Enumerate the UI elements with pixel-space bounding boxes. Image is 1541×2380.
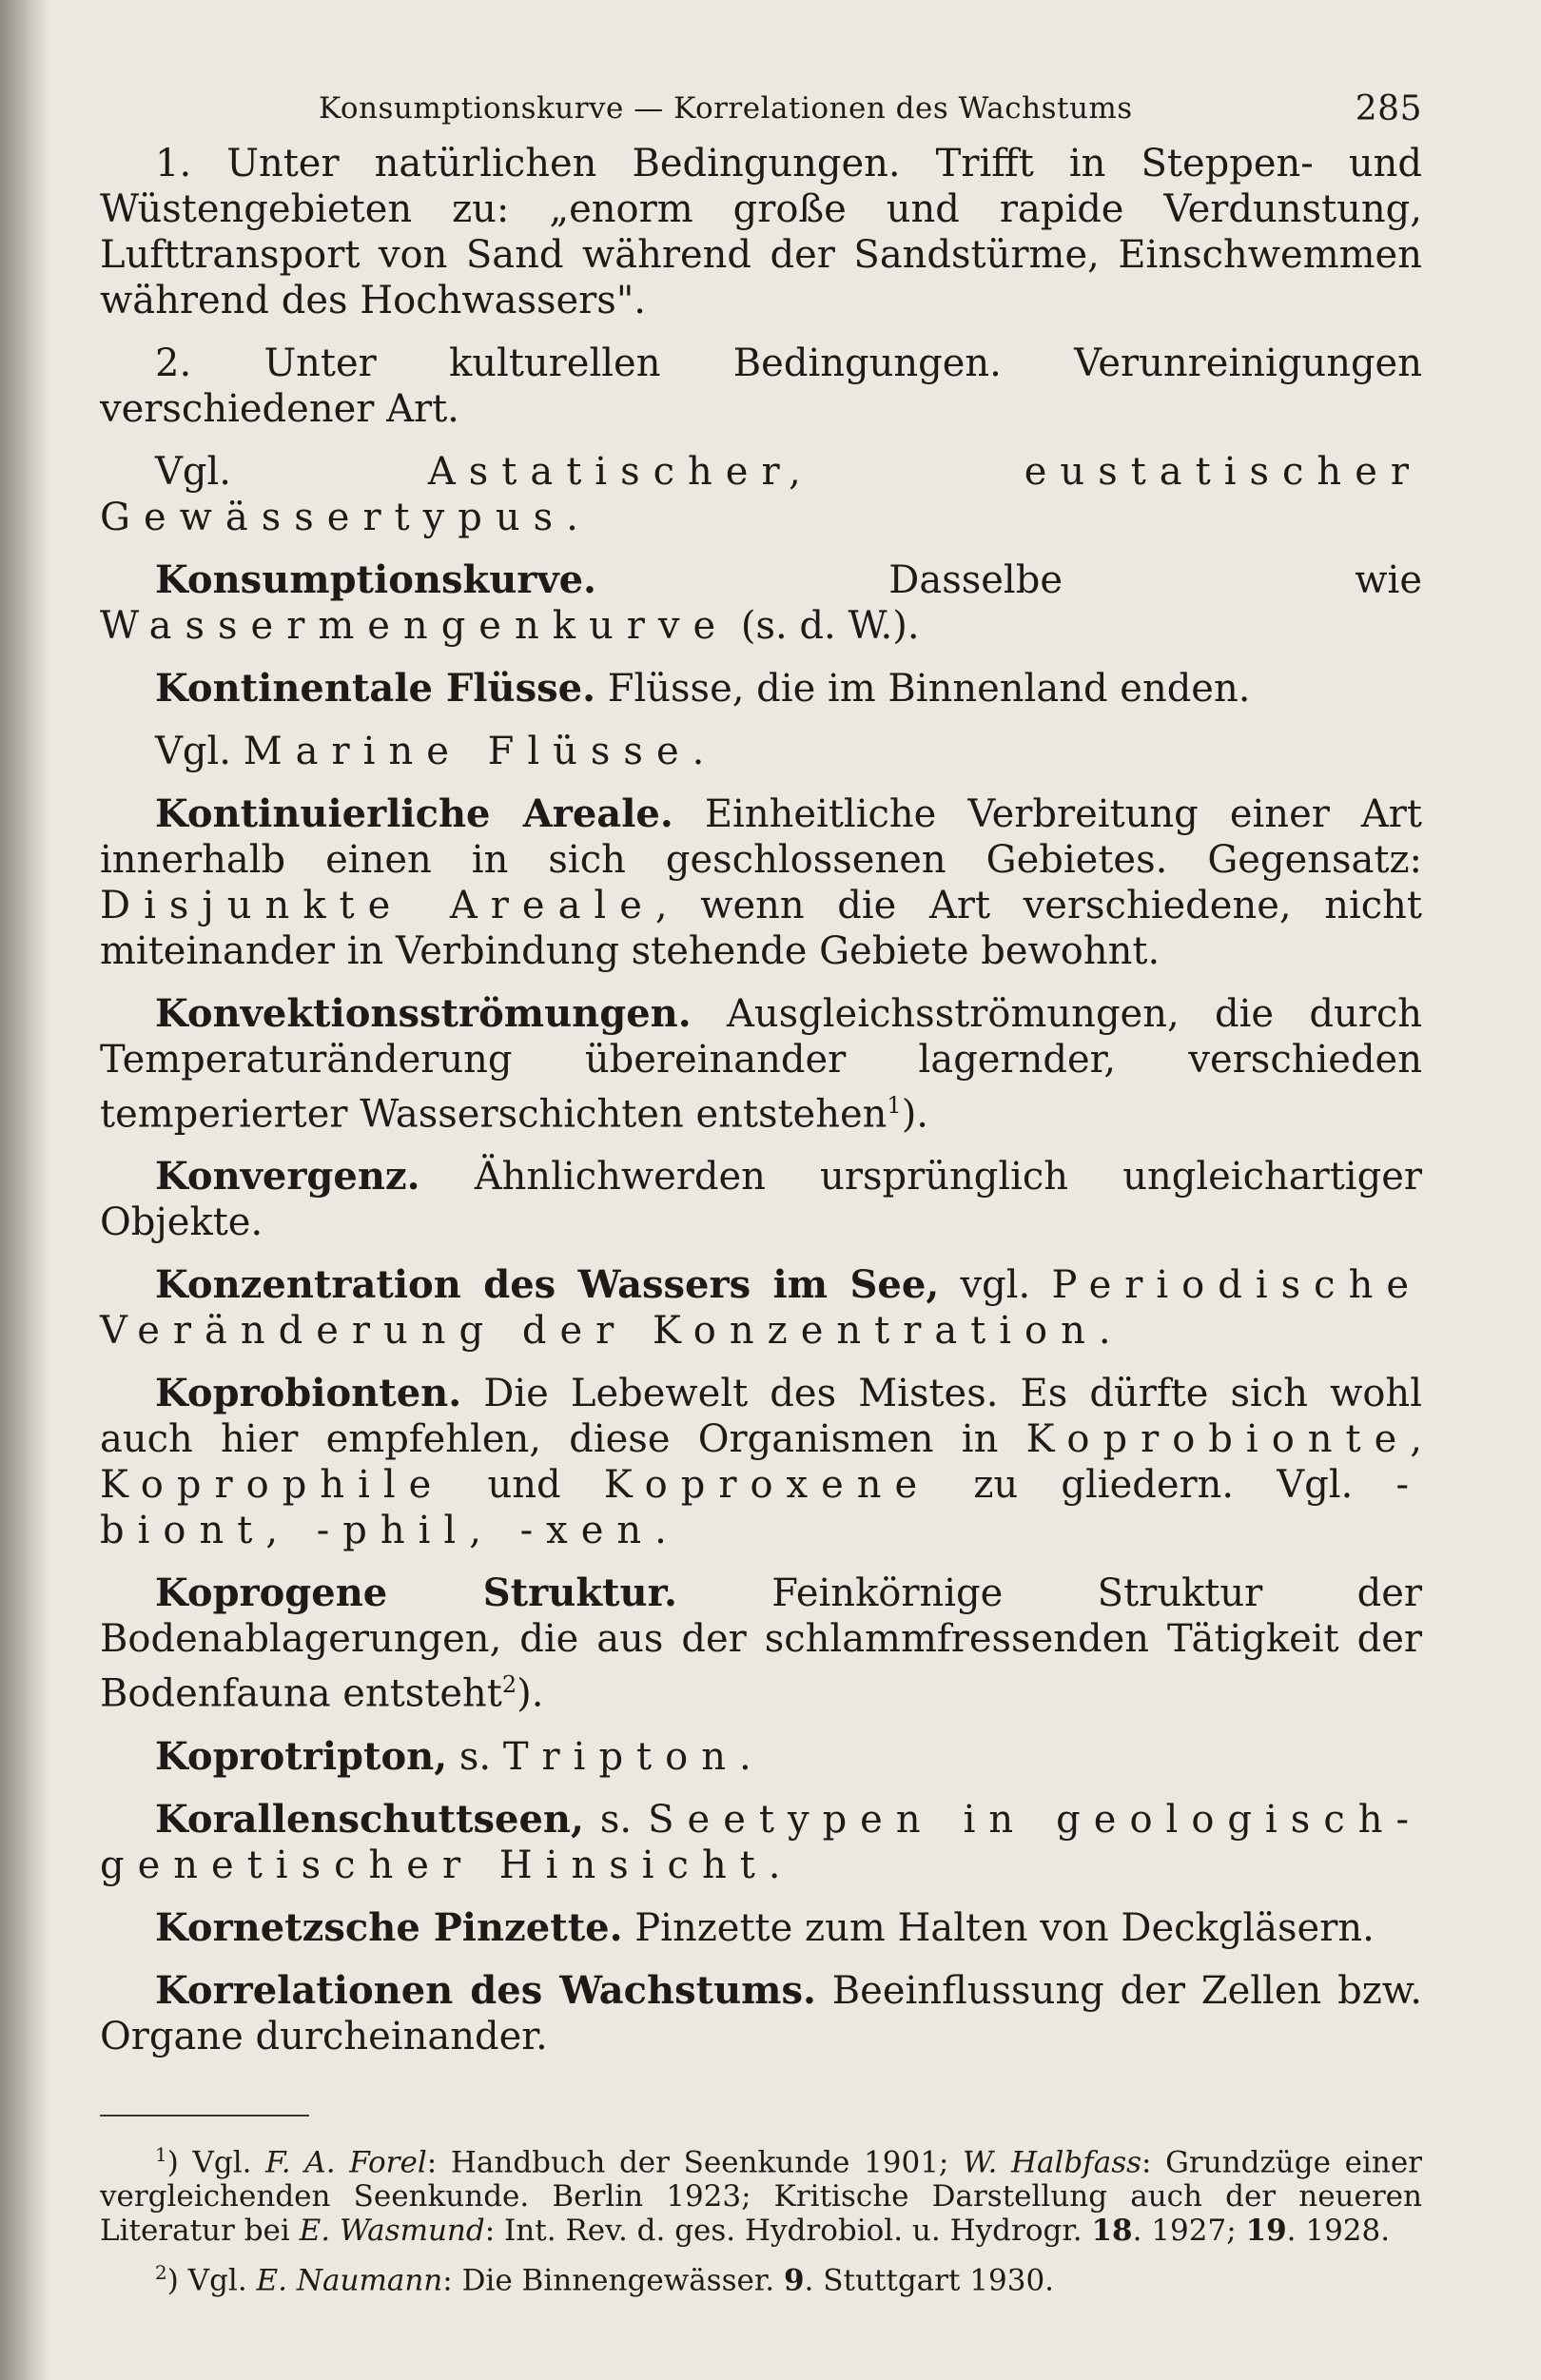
entry-koprotripton bbox=[100, 1734, 1422, 1780]
spaced-reference: Periodische Veränderung der Konzentration bbox=[100, 1263, 1422, 1354]
text-run: Die Lebewelt des Mistes. Es dürfte sich wohl auch hier empfehlen, diese Organismen in bbox=[100, 1372, 1422, 1462]
text-run: 1. Unter natürlichen Bedingungen. Trifft in Steppen- und Wüstengebieten zu: „enorm große und rapide Verdunstung, Lufttransport von Sand während der Sandstürme, Einschwemmen während des Hochwassers". bbox=[100, 142, 1422, 322]
footnote-mark: 1 bbox=[155, 2142, 167, 2166]
text-run: ) Vgl. bbox=[166, 2263, 257, 2298]
footnotes bbox=[100, 2137, 1422, 2298]
entry-konvergenz bbox=[100, 1154, 1422, 1245]
entry-term: Koprotripton, bbox=[155, 1733, 448, 1779]
entry-korrelationen bbox=[100, 1968, 1422, 2059]
text-run: Ähnlichwerden ursprünglich ungleichartiger Objekte. bbox=[100, 1155, 1422, 1245]
spaced-reference: Seetypen in geologisch-genetischer Hinsicht bbox=[100, 1797, 1423, 1887]
entry-konzentration bbox=[100, 1262, 1422, 1354]
running-head bbox=[100, 84, 1422, 141]
text-run: ) Vgl. bbox=[166, 2144, 266, 2179]
footnote-ref: 2 bbox=[501, 1671, 517, 1699]
text-run: Ausgleichsströmungen, die durch Temperaturänderung übereinander lagernder, verschieden temperierter Wasserschichten entstehen bbox=[100, 992, 1422, 1137]
spaced-reference: Koprobionte bbox=[1025, 1417, 1411, 1462]
text-run: und bbox=[444, 1463, 604, 1508]
text-run: : Int. Rev. d. ges. Hydrobiol. u. Hydrogr. bbox=[484, 2213, 1092, 2248]
text-run: 2. Unter kulturellen Bedingungen. Verunreinigungen verschiedener Art. bbox=[100, 341, 1422, 431]
entry-paragraph bbox=[100, 341, 1422, 432]
spaced-reference: Disjunkte Areale bbox=[100, 884, 655, 927]
footnote bbox=[100, 2255, 1422, 2297]
entry-konsumptionskurve bbox=[100, 557, 1422, 649]
footnote-mark: 2 bbox=[155, 2260, 167, 2284]
text-run: Flüsse, die im Binnenland enden. bbox=[595, 667, 1251, 711]
page-number: 285 bbox=[1355, 89, 1422, 128]
spaced-reference: Wassermengenkurve bbox=[100, 604, 730, 648]
book-page bbox=[100, 84, 1422, 2305]
text-run: . bbox=[566, 496, 578, 539]
text-run: 18 bbox=[1091, 2213, 1133, 2248]
entry-kontinentale-fluesse bbox=[100, 666, 1422, 712]
text-run: : Die Binnengewässer. bbox=[442, 2263, 784, 2298]
text-run: . bbox=[1098, 1309, 1111, 1354]
text-run: Pinzette zum Halten von Deckgläsern. bbox=[622, 1905, 1375, 1950]
spaced-reference: -biont, -phil, -xen bbox=[100, 1463, 1423, 1553]
entry-kornetzsche-pinzette bbox=[100, 1905, 1422, 1951]
text-run: 9 bbox=[783, 2263, 805, 2298]
text-run: W. Halbfass bbox=[963, 2144, 1142, 2179]
text-run: Einheitliche Verbreitung einer Art innerhalb einen in sich geschlossenen Gebietes. Gegensatz: bbox=[100, 792, 1422, 882]
text-run: . bbox=[654, 1509, 667, 1553]
footnote-ref: 1 bbox=[887, 1092, 902, 1119]
entry-term: Kontinentale Flüsse. bbox=[155, 666, 595, 711]
dictionary-entries bbox=[100, 141, 1422, 2059]
text-run: . bbox=[738, 1734, 751, 1779]
entry-term: Konzentration des Wassers im See, bbox=[155, 1262, 940, 1308]
footnote bbox=[100, 2137, 1422, 2248]
text-run: Feinkörnige Struktur der Bodenablagerungen, die aus der schlammfressenden Tätigkeit der Bodenfauna entsteht bbox=[100, 1571, 1422, 1716]
spaced-reference: Astatischer, eustatischer Gewässertypus bbox=[100, 450, 1422, 539]
footnote-rule bbox=[100, 2115, 309, 2117]
running-title: Konsumptionskurve — Korrelationen des Wachstums bbox=[319, 91, 1133, 126]
entry-term: Kontinuierliche Areale. bbox=[155, 791, 673, 836]
entry-paragraph bbox=[100, 449, 1422, 540]
text-run: , bbox=[1410, 1417, 1422, 1462]
text-run: Beeinflussung der Zellen bzw. Organe durcheinander. bbox=[100, 1968, 1422, 2058]
entry-konvektionsstroemungen bbox=[100, 991, 1422, 1137]
entry-koprobionten bbox=[100, 1371, 1422, 1553]
text-run: vgl. bbox=[939, 1263, 1052, 1308]
entry-term: Korrelationen des Wachstums. bbox=[155, 1967, 816, 2013]
entry-term: Koprobionten. bbox=[155, 1371, 462, 1416]
text-run: . bbox=[692, 730, 705, 773]
entry-koprogene-struktur bbox=[100, 1570, 1422, 1716]
text-run: E. Wasmund bbox=[299, 2213, 485, 2248]
entry-term: Konvektionsströmungen. bbox=[155, 991, 692, 1036]
text-run: E. Naumann bbox=[256, 2263, 443, 2298]
entry-term: Koprogene Struktur. bbox=[155, 1570, 677, 1616]
text-run: zu gliedern. Vgl. bbox=[930, 1463, 1396, 1508]
entry-korallenschuttseen bbox=[100, 1797, 1422, 1888]
text-run: : Handbuch der Seenkunde 1901; bbox=[426, 2144, 964, 2179]
text-run: . Stuttgart 1930. bbox=[804, 2263, 1055, 2298]
text-run: . 1927; bbox=[1132, 2213, 1246, 2248]
text-run: 19 bbox=[1245, 2213, 1287, 2248]
entry-kontinuierliche-areale bbox=[100, 791, 1422, 974]
text-run: . bbox=[768, 1843, 781, 1887]
text-run: Dasselbe wie bbox=[595, 558, 1422, 602]
spaced-reference: Tripton bbox=[502, 1734, 739, 1779]
entry-term: Korallenschuttseen, bbox=[155, 1796, 584, 1842]
text-run: s. bbox=[583, 1797, 649, 1842]
text-run: F. A. Forel bbox=[265, 2144, 427, 2179]
text-run: s. bbox=[447, 1734, 503, 1779]
text-run: Vgl. bbox=[155, 730, 244, 773]
text-run: ). bbox=[517, 1671, 544, 1716]
entry-term: Kornetzsche Pinzette. bbox=[155, 1904, 623, 1950]
text-run: : Grundzüge einer vergleichenden Seenkunde. Berlin 1923; Kritische Darstellung auch der neueren Literatur bei bbox=[100, 2144, 1422, 2248]
spaced-reference: Koprophile bbox=[100, 1463, 445, 1508]
entry-term: Konvergenz. bbox=[155, 1154, 420, 1200]
entry-term: Konsumptionskurve. bbox=[155, 557, 596, 602]
entry-paragraph bbox=[100, 729, 1422, 774]
text-run: , wenn die Art verschiedene, nicht miteinander in Verbindung stehende Gebiete bewohnt. bbox=[100, 884, 1422, 973]
entry-paragraph bbox=[100, 141, 1422, 323]
text-run: . 1928. bbox=[1286, 2213, 1391, 2248]
spaced-reference: Marine Flüsse bbox=[243, 730, 692, 773]
page-gutter-shadow bbox=[0, 0, 49, 2380]
spaced-reference: Koproxene bbox=[603, 1463, 931, 1508]
text-run: ). bbox=[901, 1092, 929, 1137]
text-run: Vgl. bbox=[155, 450, 428, 494]
text-run: (s. d. W.). bbox=[729, 604, 920, 648]
